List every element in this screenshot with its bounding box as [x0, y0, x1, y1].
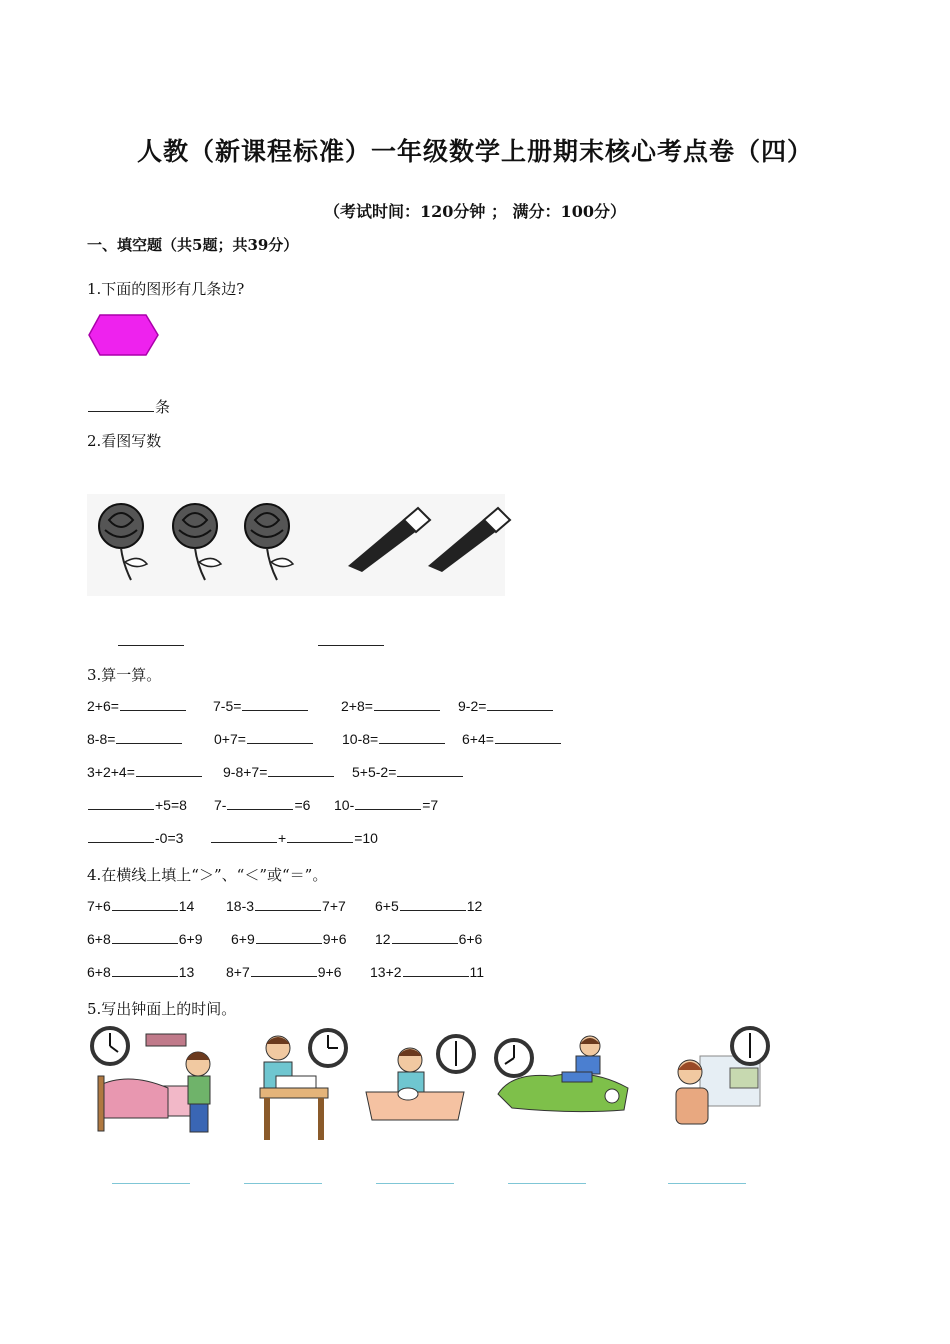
expression: -0=3 — [155, 830, 184, 846]
eating-meal-scene — [360, 1030, 480, 1126]
roses-count-blank[interactable] — [118, 645, 184, 646]
expression: 13+2 — [370, 964, 402, 980]
answer-blank[interactable] — [112, 975, 178, 977]
answer-blank[interactable] — [256, 942, 322, 944]
clock-icon — [732, 1028, 768, 1064]
answer-blank[interactable] — [487, 709, 553, 711]
time-answer-blank[interactable] — [244, 1183, 322, 1184]
expression: =7 — [422, 797, 439, 813]
expression: =10 — [354, 830, 378, 846]
answer-blank[interactable] — [403, 975, 469, 977]
clock-icon — [92, 1028, 128, 1064]
expression: 6+5 — [375, 898, 399, 914]
section-heading-fill-in: 一、填空题（共5题；共39分） — [87, 236, 299, 254]
expression: 6+9 — [231, 931, 255, 947]
answer-blank[interactable] — [120, 709, 186, 711]
time-answer-blank[interactable] — [668, 1183, 746, 1184]
rose-icon — [237, 498, 301, 582]
pen-icon — [422, 502, 512, 572]
expression: 5+5-2= — [352, 764, 397, 780]
expression: 6+9 — [178, 931, 203, 947]
expression: 2+8= — [341, 698, 373, 714]
answer-blank[interactable] — [287, 841, 353, 843]
expression: 2+6= — [87, 698, 119, 714]
answer-blank[interactable] — [251, 975, 317, 977]
expression: 7- — [214, 797, 227, 813]
answer-blank[interactable] — [112, 942, 178, 944]
expression: 8-8= — [87, 731, 116, 747]
expression: 13 — [178, 964, 195, 980]
expression: 9+6 — [322, 931, 347, 947]
expression: 0+7= — [214, 731, 246, 747]
expression: =6 — [294, 797, 311, 813]
clock-icon — [310, 1030, 346, 1066]
expression: 7+7 — [322, 898, 346, 914]
expression: 12 — [375, 931, 391, 947]
expression: 10-8= — [342, 731, 379, 747]
desk-writing-scene — [240, 1026, 352, 1146]
question-1-answer — [87, 396, 170, 417]
expression: 8+7 — [226, 964, 250, 980]
expression: 18-3 — [226, 898, 255, 914]
expression: 11 — [469, 964, 485, 980]
expression: 7+6 — [87, 898, 111, 914]
answer-blank[interactable] — [136, 775, 202, 777]
page-title: 人教（新课程标准）一年级数学上册期末核心考点卷（四） — [136, 137, 813, 166]
answer-blank[interactable] — [392, 942, 458, 944]
answer-blank[interactable] — [88, 841, 154, 843]
clock-icon — [496, 1040, 532, 1076]
answer-blank[interactable] — [397, 775, 463, 777]
bedroom-wakeup-scene — [88, 1026, 224, 1146]
expression: 9+6 — [317, 964, 342, 980]
roses-pens-picture — [87, 494, 505, 596]
expression: 14 — [178, 898, 195, 914]
answer-blank[interactable] — [227, 808, 293, 810]
expression: 6+8 — [87, 964, 111, 980]
answer-blank[interactable] — [247, 742, 313, 744]
exam-info: （考试时间：120分钟 ； 满分：100分） — [324, 202, 626, 221]
expression: 6+4= — [462, 731, 494, 747]
answer-blank[interactable] — [116, 742, 182, 744]
answer-blank[interactable] — [495, 742, 561, 744]
expression: 12 — [466, 898, 483, 914]
question-5-text: 5.写出钟面上的时间。 — [87, 1000, 237, 1018]
question-2-text: 2.看图写数 — [87, 432, 162, 450]
rose-icon — [165, 498, 229, 582]
rose-icon — [91, 498, 155, 582]
playing-football-scene — [492, 1032, 634, 1116]
unit-label: 条 — [155, 398, 171, 416]
expression: 6+6 — [458, 931, 483, 947]
answer-blank[interactable] — [211, 841, 277, 843]
pens-count-blank[interactable] — [318, 645, 384, 646]
question-4-text: 4.在横线上填上“＞”、“＜”或“＝”。 — [87, 866, 328, 884]
time-answer-blank[interactable] — [376, 1183, 454, 1184]
answer-blank[interactable] — [88, 808, 154, 810]
expression: + — [278, 830, 287, 846]
time-answer-blank[interactable] — [508, 1183, 586, 1184]
question-3-text: 3.算一算。 — [87, 666, 162, 684]
answer-blank[interactable] — [112, 909, 178, 911]
answer-blank[interactable] — [374, 709, 440, 711]
expression: 9-8+7= — [223, 764, 268, 780]
expression: 9-2= — [458, 698, 487, 714]
clock-icon — [438, 1036, 474, 1072]
expression: 3+2+4= — [87, 764, 135, 780]
question-1-text: 1.下面的图形有几条边? — [87, 280, 245, 298]
expression: 6+8 — [87, 931, 111, 947]
answer-blank[interactable] — [255, 909, 321, 911]
expression: 10- — [334, 797, 355, 813]
answer-blank[interactable] — [400, 909, 466, 911]
answer-blank[interactable] — [88, 410, 154, 412]
time-answer-blank[interactable] — [112, 1183, 190, 1184]
answer-blank[interactable] — [268, 775, 334, 777]
watching-window-scene — [670, 1026, 774, 1132]
pen-icon — [342, 502, 432, 572]
answer-blank[interactable] — [355, 808, 421, 810]
answer-blank[interactable] — [379, 742, 445, 744]
expression: +5=8 — [155, 797, 187, 813]
expression: 7-5= — [213, 698, 242, 714]
answer-blank[interactable] — [242, 709, 308, 711]
hexagon-figure — [88, 313, 160, 357]
